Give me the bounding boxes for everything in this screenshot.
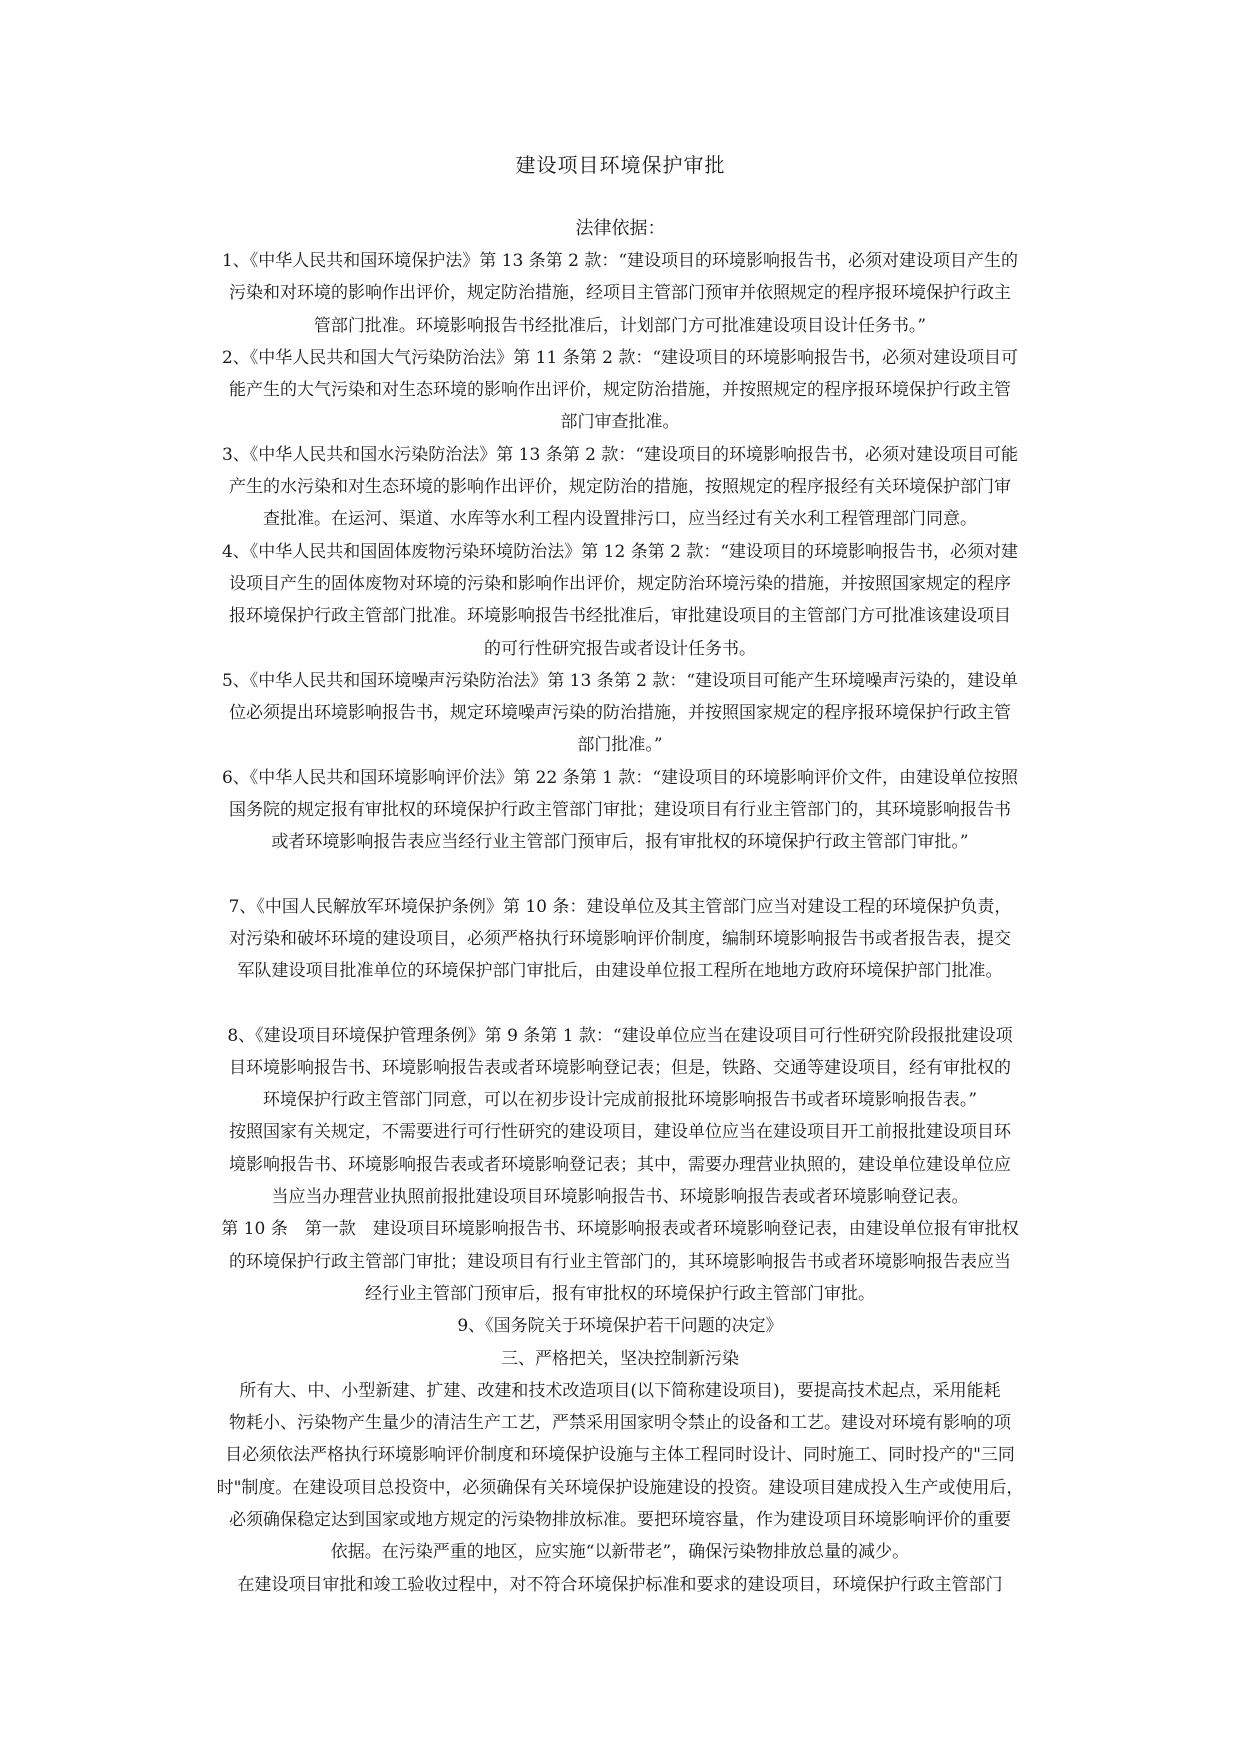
paragraph (185, 1569, 1055, 1601)
paragraph-line: 军队建设项目批准单位的环境保护部门审批后，由建设单位报工程所在地地方政府环境保护部门批准。 (237, 961, 1003, 982)
paragraph-line: 对污染和破坏环境的建设项目，必须严格执行环境影响评价制度，编制环境影响报告书或者报告表，提交 (229, 928, 1011, 949)
paragraph-line: 国务院的规定报有审批权的环境保护行政主管部门审批；建设项目有行业主管部门的，其环境影响报告书 (229, 800, 1011, 821)
paragraph-line: 时"制度。在建设项目总投资中，必须确保有关环境保护设施建设的投资。建设项目建成投入生产或使用后， (216, 1477, 1024, 1498)
paragraph-line: 9、《国务院关于环境保护若干问题的决定》 (457, 1316, 783, 1337)
paragraph-line: 经行业主管部门预审后，报有审批权的环境保护行政主管部门审批。 (365, 1283, 875, 1304)
paragraph-line: 目必须依法严格执行环境影响评价制度和环境保护设施与主体工程同时设计、同时施工、同时投产的"三同 (225, 1445, 1015, 1466)
paragraph-line: 位必须提出环境影响报告书，规定环境噪声污染的防治措施，并按照国家规定的程序报环境保护行政主管 (229, 703, 1011, 724)
paragraph (185, 1375, 1055, 1569)
paragraph-line: 产生的水污染和对生态环境的影响作出评价，规定防治的措施，按照规定的程序报经有关环境保护部门审 (229, 477, 1011, 498)
paragraph-line: 目环境影响报告书、环境影响报告表或者环境影响登记表；但是，铁路、交通等建设项目，经有审批权的 (229, 1057, 1011, 1078)
paragraph (185, 245, 1055, 342)
paragraph-line: 5、《中华人民共和国环境噪声污染防治法》第 13 条第 2 款：“建设项目可能产生环境噪声污染的，建设单 (221, 670, 1019, 691)
paragraph (185, 536, 1055, 665)
paragraph (185, 1310, 1055, 1342)
paragraph (185, 1116, 1055, 1213)
paragraph (185, 1213, 1055, 1310)
paragraph-line: 环境保护行政主管部门同意，可以在初步设计完成前报批环境影响报告书或者环境影响报告表。” (262, 1090, 978, 1111)
paragraph (185, 342, 1055, 439)
paragraph-line: 2、《中华人民共和国大气污染防治法》第 11 条第 2 款：“建设项目的环境影响报告书，必须对建设项目可 (221, 347, 1019, 368)
paragraph (185, 439, 1055, 536)
paragraph-line: 报环境保护行政主管部门批准。环境影响报告书经批准后，审批建设项目的主管部门方可批准该建设项目 (229, 606, 1011, 627)
paragraph-line: 必须确保稳定达到国家或地方规定的污染物排放标准。要把环境容量，作为建设项目环境影响评价的重要 (229, 1509, 1011, 1530)
paragraph-line: 依据。在污染严重的地区，应实施“以新带老”，确保污染物排放总量的减少。 (330, 1542, 910, 1563)
paragraph-line: 8、《建设项目环境保护管理条例》第 9 条第 1 款：“建设单位应当在建设项目可行性研究阶段报批建设项 (227, 1025, 1013, 1046)
document-body (185, 245, 1055, 1601)
paragraph (185, 665, 1055, 762)
paragraph-line: 第 10 条 第一款 建设项目环境影响报告书、环境影响报表或者环境影响登记表，由建设单位报有审批权 (221, 1219, 1019, 1240)
paragraph-line: 三、严格把关，坚决控制新污染 (501, 1348, 739, 1369)
paragraph-line: 部门审查批准。 (560, 412, 680, 433)
paragraph-line: 查批准。在运河、渠道、水库等水利工程内设置排污口，应当经过有关水利工程管理部门同意。 (263, 509, 977, 530)
paragraph-line: 物耗小、污染物产生量少的清洁生产工艺，严禁采用国家明令禁止的设备和工艺。建设对环境有影响的项 (229, 1413, 1011, 1434)
paragraph (185, 1343, 1055, 1375)
document-title: 建设项目环境保护审批 (515, 153, 726, 177)
paragraph-line: 管部门批准。环境影响报告书经批准后，计划部门方可批准建设项目设计任务书。” (313, 315, 927, 336)
paragraph-line: 当应当办理营业执照前报批建设项目环境影响报告书、环境影响报告表或者环境影响登记表。 (271, 1187, 969, 1208)
paragraph-line: 6、《中华人民共和国环境影响评价法》第 22 条第 1 款：“建设项目的环境影响评价文件，由建设单位按照 (221, 767, 1019, 788)
paragraph-line: 部门批准。” (577, 735, 663, 756)
paragraph-line: 的环境保护行政主管部门审批；建设项目有行业主管部门的，其环境影响报告书或者环境影响报告表应当 (229, 1251, 1011, 1272)
paragraph-line: 4、《中华人民共和国固体废物污染环境防治法》第 12 条第 2 款：“建设项目的环境影响报告书，必须对建 (221, 541, 1019, 562)
paragraph-line: 的可行性研究报告或者设计任务书。 (484, 638, 756, 659)
paragraph-line: 污染和对环境的影响作出评价，规定防治措施，经项目主管部门预审并依照规定的程序报环境保护行政主 (229, 283, 1011, 304)
paragraph-line: 设项目产生的固体废物对环境的污染和影响作出评价，规定防治环境污染的措施，并按照国家规定的程序 (229, 573, 1011, 594)
paragraph-line: 1、《中华人民共和国环境保护法》第 13 条第 2 款：“建设项目的环境影响报告书，必须对建设项目产生的 (221, 251, 1019, 271)
paragraph-line: 境影响报告书、环境影响报告表或者环境影响登记表；其中，需要办理营业执照的，建设单位建设单位应 (229, 1154, 1011, 1175)
document-subtitle: 法律依据： (575, 218, 666, 239)
paragraph (185, 1020, 1055, 1117)
paragraph (185, 762, 1055, 859)
paragraph-line: 或者环境影响报告表应当经行业主管部门预审后，报有审批权的环境保护行政主管部门审批。” (271, 832, 969, 853)
paragraph-line: 3、《中华人民共和国水污染防治法》第 13 条第 2 款：“建设项目的环境影响报告书，必须对建设项目可能 (221, 444, 1019, 465)
paragraph-line: 按照国家有关规定，不需要进行可行性研究的建设项目，建设单位应当在建设项目开工前报批建设项目环 (229, 1122, 1011, 1143)
paragraph-line: 能产生的大气污染和对生态环境的影响作出评价，规定防治措施，并按照规定的程序报环境保护行政主管 (229, 380, 1011, 401)
paragraph-line: 在建设项目审批和竣工验收过程中，对不符合环境保护标准和要求的建设项目，环境保护行政主管部门 (237, 1574, 1003, 1595)
paragraph-line: 7、《中国人民解放军环境保护条例》第 10 条：建设单位及其主管部门应当对建设工程的环境保护负责， (228, 896, 1012, 917)
paragraph (185, 891, 1055, 988)
paragraph-line: 所有大、中、小型新建、扩建、改建和技术改造项目(以下简称建设项目)，要提高技术起点，采用能耗 (239, 1380, 1001, 1401)
